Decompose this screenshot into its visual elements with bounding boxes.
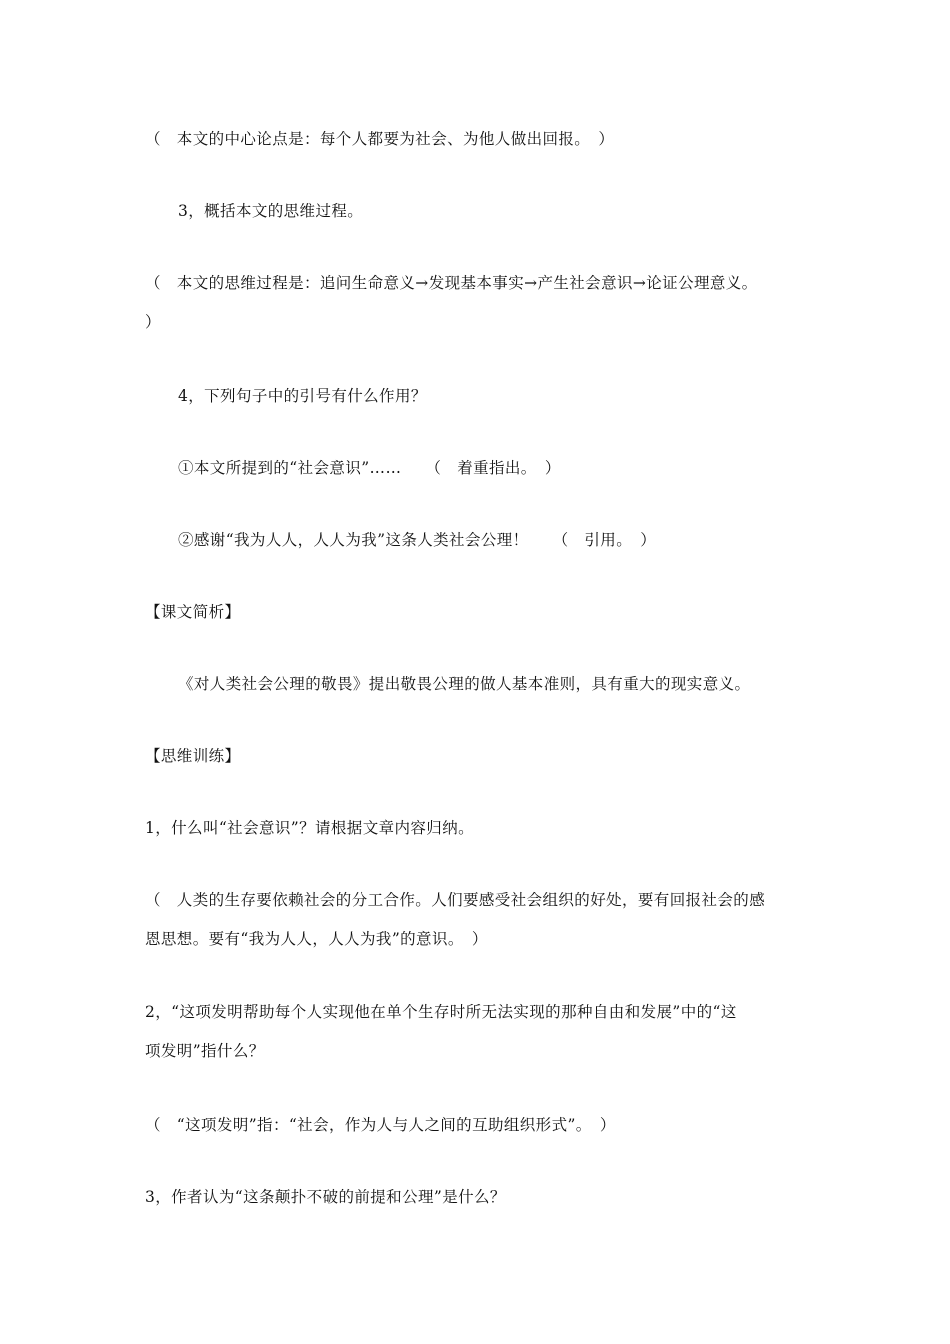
text-analysis-summary: 《对人类社会公理的敬畏》提出敬畏公理的做人基本准则，具有重大的现实意义。	[178, 675, 751, 693]
training-answer-2: （ “这项发明”指：“社会，作为人与人之间的互助组织形式”。 ）	[145, 1116, 616, 1134]
training-answer-1-line2: 恩思想。要有“我为人人，人人为我”的意识。 ）	[145, 930, 488, 948]
item-1-social-consciousness: ①本文所提到的“社会意识”…… （ 着重指出。 ）	[178, 459, 561, 477]
training-question-3: 3，作者认为“这条颠扑不破的前提和公理”是什么？	[145, 1188, 506, 1206]
item-2-quotation: ②感谢“我为人人，人人为我”这条人类社会公理！ （ 引用。 ）	[178, 531, 657, 549]
question-3-thinking-process: 3，概括本文的思维过程。	[178, 202, 364, 220]
training-question-1: 1，什么叫“社会意识”？请根据文章内容归纳。	[145, 819, 475, 837]
question-4-quotation-marks: 4，下列句子中的引号有什么作用？	[178, 387, 427, 405]
answer-thinking-process-close: ）	[145, 313, 161, 331]
answer-thinking-process: （ 本文的思维过程是：追问生命意义→发现基本事实→产生社会意识→论证公理意义。	[145, 274, 758, 292]
training-question-2-line2: 项发明”指什么？	[145, 1042, 265, 1060]
answer-central-argument: （ 本文的中心论点是：每个人都要为社会、为他人做出回报。 ）	[145, 130, 615, 148]
section-heading-text-analysis: 【课文简析】	[145, 603, 241, 621]
training-answer-1-line1: （ 人类的生存要依赖社会的分工合作。人们要感受社会组织的好处，要有回报社会的感	[145, 891, 766, 909]
section-heading-thinking-training: 【思维训练】	[145, 747, 241, 765]
training-question-2-line1: 2，“这项发明帮助每个人实现他在单个生存时所无法实现的那种自由和发展”中的“这	[145, 1003, 737, 1021]
